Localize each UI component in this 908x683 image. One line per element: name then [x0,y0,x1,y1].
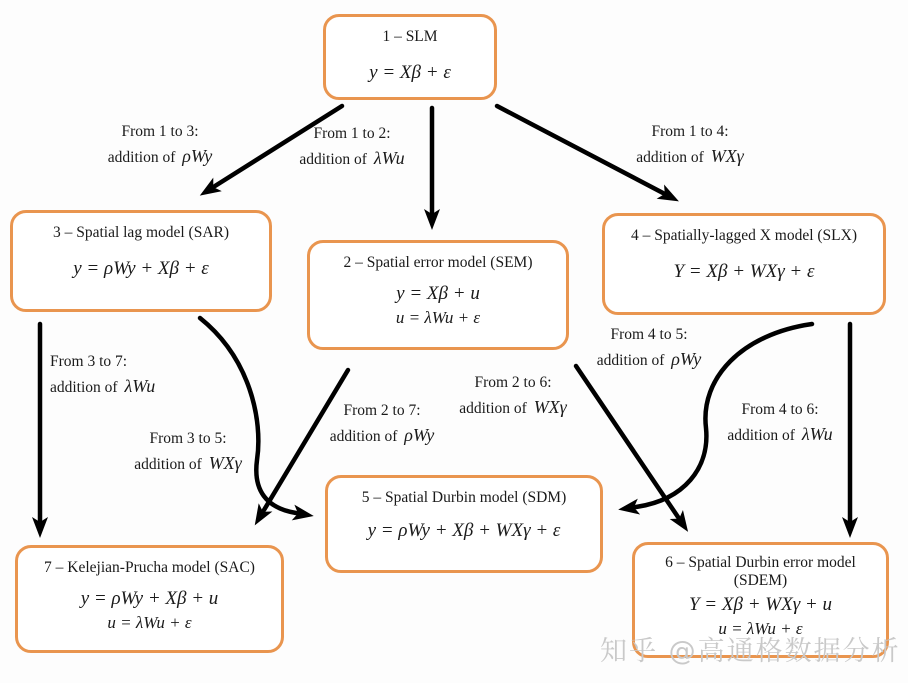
box-sac [15,545,284,653]
label-from-4-to-5-term: ρWy [671,349,702,370]
box-sac-title: 7 – Kelejian-Prucha model (SAC) [44,559,255,576]
label-from-2-to-7-line1: From 2 to 7: [343,402,421,419]
box-sac-equation-2: u = λWu + ε [107,613,192,633]
box-slm-equation: y = Xβ + ε [369,62,451,84]
box-sem [307,240,569,350]
label-from-2-to-6-term: WXγ [533,397,567,418]
box-slx-equation: Y = Xβ + WXγ + ε [673,261,815,283]
label-from-4-to-5-line1: From 4 to 5: [610,326,688,343]
label-from-1-to-3-prefix: addition of [107,149,176,167]
label-from-4-to-6-prefix: addition of [727,427,795,445]
label-from-2-to-6 [443,371,583,421]
label-from-1-to-3-term: ρWy [182,146,213,167]
box-sdm [325,475,603,573]
box-sem-equation-2: u = λWu + ε [395,308,481,328]
box-sdem-equation-2: u = λWu + ε [718,618,803,638]
label-from-2-to-6-prefix: addition of [459,400,527,418]
box-sdem-equation-1: Y = Xβ + WXγ + u [688,593,833,615]
box-slx-title: 4 – Spatially-lagged X model (SLX) [631,227,857,244]
label-from-1-to-2-term: λWu [373,148,405,169]
label-from-2-to-7-prefix: addition of [329,428,398,446]
label-from-1-to-4-term: WXγ [710,146,744,167]
box-sdem-title-2: (SDEM) [733,572,788,590]
box-sar-title: 3 – Spatial lag model (SAR) [52,224,230,241]
label-from-3-to-5-line1: From 3 to 5: [149,430,227,447]
label-from-3-to-5-prefix: addition of [134,456,202,474]
label-from-1-to-3 [75,120,245,170]
box-sdm-title: 5 – Spatial Durbin model (SDM) [361,489,567,506]
label-from-1-to-4 [605,120,775,170]
label-from-4-to-5 [583,323,715,373]
box-sdm-equation: y = ρWy + Xβ + WXγ + ε [367,520,561,542]
label-from-3-to-7 [50,350,200,400]
box-slm-title: 1 – SLM [382,28,438,45]
label-from-1-to-4-line1: From 1 to 4: [651,123,729,140]
box-sdem-title: 6 – Spatial Durbin error model [665,554,856,571]
label-from-1-to-2-prefix: addition of [299,151,367,169]
label-from-2-to-6-line1: From 2 to 6: [474,374,552,391]
label-from-1-to-3-line1: From 1 to 3: [121,123,199,140]
label-from-3-to-7-line1: From 3 to 7: [50,353,128,370]
label-from-2-to-7 [316,399,448,449]
label-from-1-to-2-line1: From 1 to 2: [313,125,391,142]
zhihu-watermark: 知乎 @高通格数据分析 [600,636,901,667]
label-from-3-to-5-term: WXγ [208,453,242,474]
box-sem-equation-1: y = Xβ + u [396,283,480,305]
label-from-3-to-5 [118,427,258,477]
box-slm [323,14,497,100]
label-from-4-to-6-term: λWu [801,424,833,445]
label-from-4-to-6 [710,398,850,448]
box-sar [10,210,272,312]
label-from-4-to-6-line1: From 4 to 6: [741,401,819,418]
box-sac-equation-1: y = ρWy + Xβ + u [80,588,219,610]
box-sar-equation: y = ρWy + Xβ + ε [73,258,209,280]
label-from-3-to-7-prefix: addition of [50,379,118,397]
label-from-1-to-4-prefix: addition of [636,149,704,167]
label-from-2-to-7-term: ρWy [404,425,435,446]
box-sem-title: 2 – Spatial error model (SEM) [343,254,533,271]
label-from-1-to-2 [272,122,432,172]
label-from-4-to-5-prefix: addition of [596,352,665,370]
label-from-3-to-7-term: λWu [124,376,156,397]
box-slx [602,213,886,315]
